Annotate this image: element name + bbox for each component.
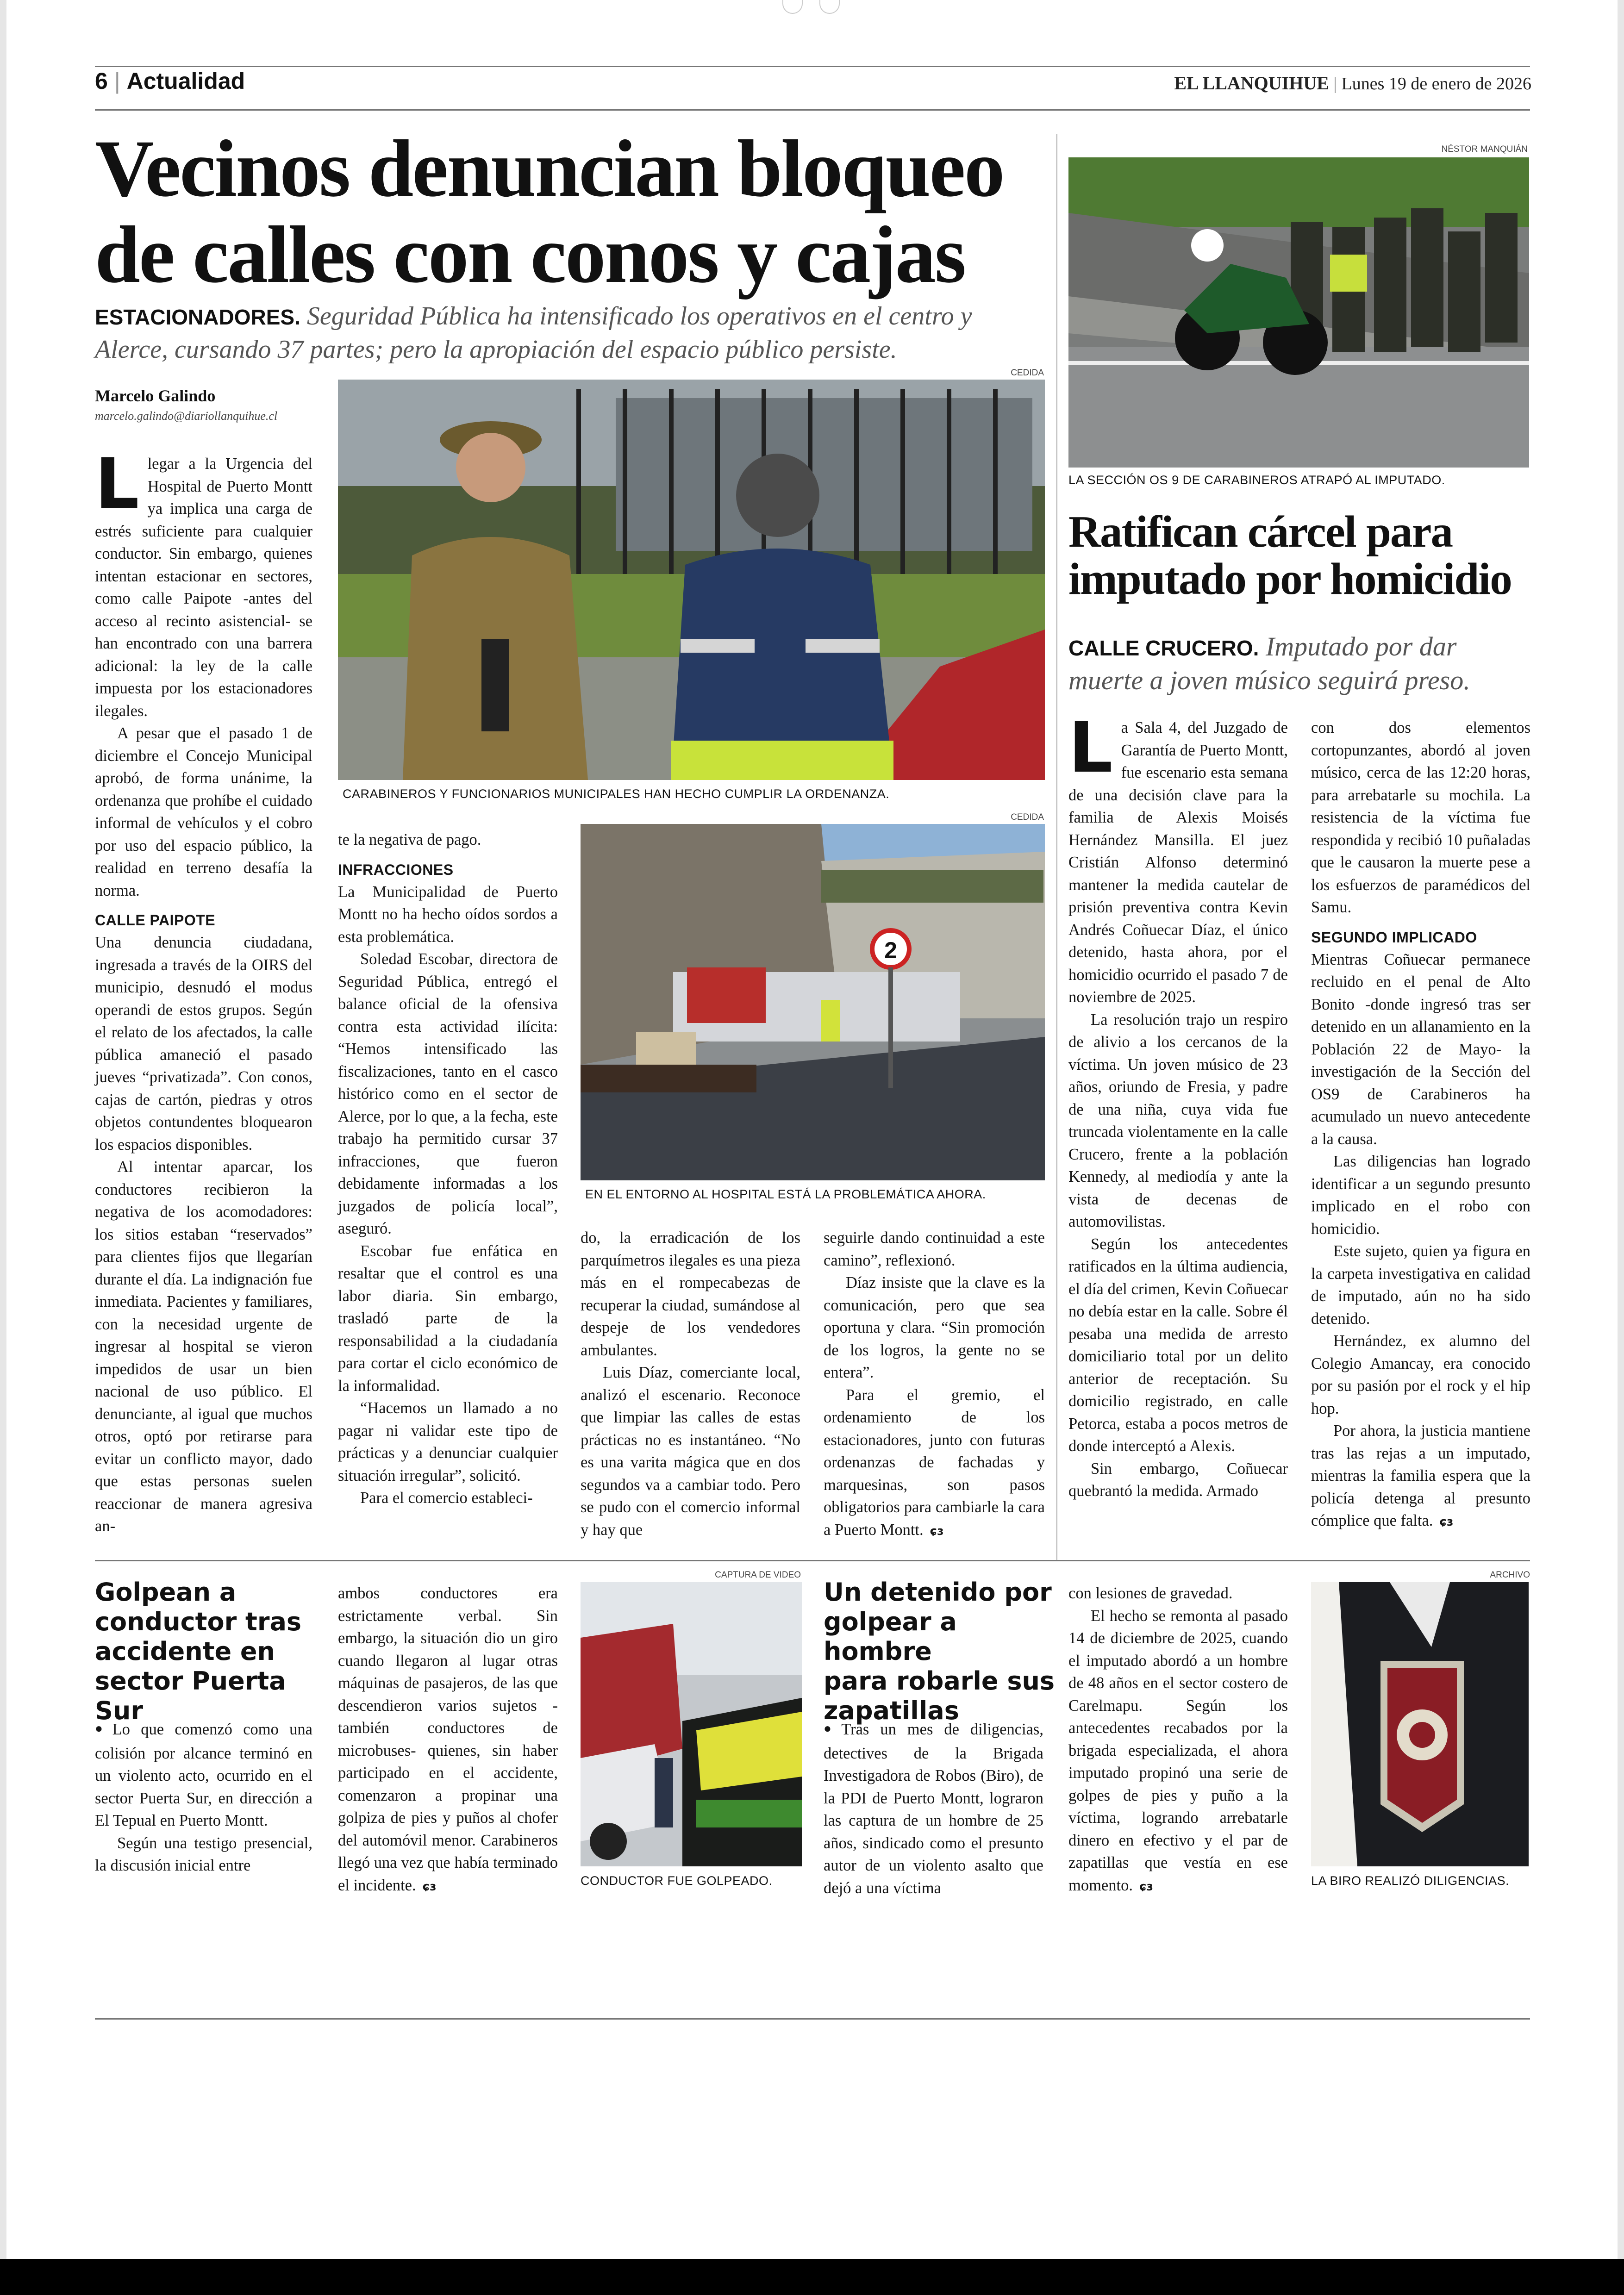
brief1-photo-credit: CAPTURA DE VIDEO: [715, 1570, 801, 1580]
main-headline: [95, 126, 1053, 298]
end-mark-icon: ɕɜ: [422, 1879, 437, 1894]
right-last-paragraph-text: Por ahora, la justicia mantiene tras las rejas a un imputado, mientras la familia espera que la policía detenga al presunto cómplice que falta.: [1311, 1422, 1530, 1529]
main-photo2: [581, 824, 1045, 1180]
right-paragraph: Sin embargo, Coñuecar quebrantó la medida. Armado: [1068, 1459, 1288, 1500]
right-headline-line2: imputado por homicidio: [1068, 554, 1512, 604]
brief2-headline-line1: Un detenido por: [824, 1578, 1052, 1607]
right-photo-caption: LA SECCIÓN OS 9 DE CARABINEROS ATRAPÓ AL IMPUTADO.: [1068, 473, 1445, 487]
brief2-paragraph: [1068, 1605, 1288, 1898]
page-bottom-bar: [0, 2259, 1624, 2295]
main-paragraph: seguirle dando continuidad a este camino”, reflexionó.: [824, 1229, 1045, 1269]
right-paragraph: a Sala 4, del Juzgado de Garantía de Puerto Montt, fue escenario esta semana de una decisión clave para la familia de Alexis Moisés Hernández Mansilla. El juez Cristián Alfonso determinó mantener la medida cautelar de prisión preventiva contra Kevin Andrés Coñuecar Díaz, el único detenido, hasta ahora, por el homicidio ocurrido el pasado 7 de noviembre de 2025.: [1068, 719, 1288, 1006]
main-subhead-paipote: CALLE PAIPOTE: [95, 912, 216, 929]
brief1-headline-line2: conductor tras: [95, 1607, 302, 1636]
photo-carabineros: [338, 380, 1045, 780]
end-mark-icon: ɕɜ: [930, 1524, 944, 1538]
brief1-column-1: [95, 1718, 312, 1877]
main-column-3: [581, 1227, 800, 1541]
page-folio: 6 | Actualidad: [95, 68, 245, 94]
end-mark-icon: ɕɜ: [1139, 1879, 1153, 1894]
main-paragraph: Soledad Escobar, directora de Seguridad Pública, entregó el balance oficial de la ofensiva contra esta actividad ilícita: “Hemos intensificado las fiscalizaciones, tanto en el casco histórico como en el sector de Alerce, por lo que, a la fecha, este trabajo ha permitido cursar 37 infracciones, que fueron debidamente informadas a los juzgados de policía local”, aseguró.: [338, 950, 558, 1237]
brief2-last-paragraph-text: El hecho se remonta al pasado 14 de diciembre de 2025, cuando el imputado abordó a un hombre de 48 años en el sector costero de Carelmapu. Según los antecedentes recabados por la brigada especializada, el ahora imputado propinó una serie de golpes de pies y puño a la víctima, logrando arrebatarle dinero en efectivo y el par de zapatillas que vestía en ese momento.: [1068, 1607, 1288, 1894]
brief2-headline-line4: zapatillas: [824, 1696, 959, 1725]
main-photo1-credit: CEDIDA: [1011, 368, 1044, 378]
brief1-headline-line3: accidente en: [95, 1637, 275, 1666]
photo-police-motorcycle: [1068, 157, 1529, 468]
right-deck-line1: Imputado por dar: [1265, 631, 1457, 661]
right-deck-line2: muerte a joven músico seguirá preso.: [1068, 665, 1470, 695]
brief2-column-1: [824, 1718, 1043, 1899]
main-paragraph: Luis Díaz, comerciante local, analizó el escenario. Reconoce que limpiar las calles de estas prácticas no es instantáneo. “No es una varita mágica que en dos segundos va a cambiar todo. Pero se pudo con el comercio informal y hay que: [581, 1364, 800, 1539]
brief1-column-2: [338, 1582, 558, 1898]
right-paragraph: Según los antecedentes ratificados en la última audiencia, el día del crimen, Kevin Coñuecar no debía estar en la calle. Sobre él pesaba una medida de arresto domiciliario total por un delito anterior de receptación. Su domicilio registrado, en calle Petorca, estaba a pocos metros de donde interceptó a Alexis.: [1068, 1235, 1288, 1455]
right-kicker: CALLE CRUCERO.: [1068, 636, 1259, 660]
main-paragraph: Una denuncia ciudadana, ingresada a través de la OIRS del municipio, desnudó el modus operandi de estos grupos. Según el relato de los afectados, la calle pública amaneció el pasado jueves “privatizada”. Con conos, cajas de cartón, piedras y otros objetos contundentes bloquearon los espacios disponibles.: [95, 934, 312, 1154]
brief1-photo: [581, 1582, 802, 1866]
main-deck: [95, 300, 1058, 366]
brief2-column-2: [1068, 1582, 1288, 1898]
main-headline-line2: de calles con conos y cajas: [95, 210, 965, 300]
right-paragraph: Este sujeto, quien ya figura en la carpeta investigativa en calidad de imputado, aún no ha sido detenido.: [1311, 1242, 1530, 1328]
page-number: 6: [95, 68, 108, 94]
main-column-4: [824, 1227, 1045, 1542]
main-author-email[interactable]: marcelo.galindo@diariollanquihue.cl: [95, 409, 278, 423]
nav-dot-left-icon[interactable]: [782, 0, 803, 14]
right-paragraph: [1311, 1420, 1530, 1534]
brief1-paragraph: Según una testigo presencial, la discusión inicial entre: [95, 1834, 312, 1874]
right-paragraph: Mientras Coñuecar permanece recluido en el penal de Alto Bonito -donde ingresó tras ser detenido en un allanamiento en la Población 22 de Mayo- la investigación de la Sección del OS9 de Carabineros ha acumulado un nuevo antecedente a la causa.: [1311, 950, 1530, 1148]
main-photo2-caption: EN EL ENTORNO AL HOSPITAL ESTÁ LA PROBLEMÁTICA AHORA.: [585, 1187, 986, 1201]
right-column-1: [1068, 708, 1288, 1503]
brief2-paragraph: ● Tras un mes de diligencias, detectives de la Brigada Investigadora de Robos (Biro), de la PDI de Puerto Montt, lograron las captura de un hombre de 25 años, sindicado como el presunto autor de un violento asalto que dejó a una víctima: [824, 1718, 1043, 1899]
main-column-2: [338, 829, 558, 1509]
brief2-photo: [1311, 1582, 1529, 1866]
main-paragraph: A pesar que el pasado 1 de diciembre el Concejo Municipal aprobó, de forma unánime, la ordenanza que prohíbe el cuidado informal de vehículos y el cobro por uso del espacio público, la realidad en terreno desafía la norma.: [95, 724, 312, 899]
right-photo-credit: NÉSTOR MANQUIÁN: [1441, 144, 1528, 154]
brief1-headline-line1: Golpean a: [95, 1578, 237, 1607]
right-paragraph: Las diligencias han logrado identificar a un segundo presunto implicado en el robo con homicidio.: [1311, 1153, 1530, 1238]
right-paragraph: con dos elementos cortopunzantes, abordó al joven músico, cerca de las 12:20 horas, para arrebatarle su mochila. La resistencia de la víctima fue respondida y recibió 10 puñaladas que le causaron la muerte pese a los esfuerzos de paramédicos del Samu.: [1311, 719, 1530, 916]
main-subhead-infracciones: INFRACCIONES: [338, 861, 454, 878]
issue-date: Lunes 19 de enero de 2026: [1341, 74, 1531, 94]
brief1-headline-line4: sector Puerta Sur: [95, 1666, 286, 1725]
main-paragraph: La Municipalidad de Puerto Montt no ha hecho oídos sordos a esta problemática.: [338, 883, 558, 946]
right-column-2: [1311, 717, 1530, 1534]
right-subhead-segundo: SEGUNDO IMPLICADO: [1311, 929, 1477, 946]
photo-bus-accident: [581, 1582, 802, 1866]
brief1-last-paragraph-text: ambos conductores era estrictamente verbal. Sin embargo, la situación dio un giro cuando llegaron al lugar otras máquinas de pasajeros, de las que descendieron varios sujetos -también conductores de microbuses- quienes, sin haber participado en el accidente, comenzaron a propinar una golpiza de pies y puños al chofer del automóvil menor. Carabineros llegó una vez que había terminado el incidente.: [338, 1584, 558, 1894]
main-deck-line1: Seguridad Pública ha intensificado los operativos en el centro y: [306, 302, 972, 331]
section-name: Actualidad: [126, 68, 245, 94]
right-paragraph: Hernández, ex alumno del Colegio Amancay, era conocido por su pasión por el rock y el hip hop.: [1311, 1332, 1530, 1417]
main-paragraph: legar a la Urgencia del Hospital de Puerto Montt ya implica una carga de estrés suficiente para cualquier conductor. Sin embargo, quienes intentan estacionar en sectores, como calle Paipote -antes del acceso al recinto asistencial- se han encontrado con una barrera adicional: la ley de la calle impuesta por los estacionadores ilegales.: [95, 455, 312, 720]
briefs-top-rule: [95, 1560, 1530, 1561]
right-drop-cap: L: [1068, 708, 1113, 788]
main-paragraph: te la negativa de pago.: [338, 831, 481, 848]
right-headline: [1068, 508, 1531, 603]
main-paragraph: Díaz insiste que la clave es la comunicación, pero que sea oportuna y clara. “Sin promoción de los logros, la gente no se entera”.: [824, 1274, 1045, 1381]
dateline: EL LLANQUIHUE | Lunes 19 de enero de 2026: [1174, 73, 1531, 94]
main-paragraph: Escobar fue enfática en resaltar que el control es una labor diaria. Sin embargo, trasladó parte de la responsabilidad a la ciudadanía para cortar el ciclo económico de la informalidad.: [338, 1242, 558, 1395]
brief2-headline-line2: golpear a hombre: [824, 1607, 957, 1666]
brief2-photo-caption: LA BIRO REALIZÓ DILIGENCIAS.: [1311, 1874, 1510, 1888]
briefs-bottom-rule: [95, 2018, 1530, 2020]
brief2-paragraph: con lesiones de gravedad.: [1068, 1584, 1233, 1602]
main-paragraph: “Hacemos un llamado a no pagar ni validar este tipo de prácticas y a denunciar cualquier situación irregular”, solicitó.: [338, 1399, 558, 1484]
end-mark-icon: ɕɜ: [1439, 1515, 1454, 1529]
main-photo1-caption: CARABINEROS Y FUNCIONARIOS MUNICIPALES HAN HECHO CUMPLIR LA ORDENANZA.: [343, 787, 890, 801]
main-column-1: [95, 444, 312, 1538]
brief1-paragraph: [338, 1582, 558, 1898]
photo-hospital-street: [581, 824, 1045, 1180]
right-paragraph: La resolución trajo un respiro de alivio a los cercanos de la víctima. Un joven músico de 23 años, oriundo de Fresia, y padre de una niña, cuya vida fue truncada violentamente en la calle Crucero, frente a la población Kennedy, al mediodía y ante la vista de decenas de automovilistas.: [1068, 1010, 1288, 1230]
right-deck: [1068, 630, 1531, 697]
brief1-photo-caption: CONDUCTOR FUE GOLPEADO.: [581, 1874, 773, 1888]
right-headline-line1: Ratifican cárcel para: [1068, 507, 1452, 556]
brief2-photo-credit: ARCHIVO: [1490, 1570, 1530, 1580]
main-author: Marcelo Galindo: [95, 387, 216, 405]
brief2-headline: [824, 1578, 1064, 1726]
main-paragraph: do, la erradicación de los parquímetros ilegales es una pieza más en el rompecabezas de recuperar la ciudad, sumándose al despeje de los vendedores ambulantes.: [581, 1229, 800, 1359]
main-paragraph: [824, 1384, 1045, 1543]
street-sign-number: 2: [884, 937, 897, 963]
header-bottom-rule: [95, 109, 1530, 111]
main-headline-line1: Vecinos denuncian bloqueo: [95, 124, 1004, 214]
header-top-rule: [95, 66, 1530, 67]
page-left-margin: [0, 0, 6, 2259]
main-deck-line2: Alerce, cursando 37 partes; pero la apropiación del espacio público persiste.: [95, 335, 897, 364]
main-paragraph: Al intentar aparcar, los conductores recibieron la negativa de los acomodadores: los sitios estaban “reservados” para clientes fijos que llegarían durante el día. La indignación fue inmediata. Pacientes y familiares, con la necesidad urgente de ingresar al hospital se vieron impedidos de usar un bien nacional de uso público. El denunciante, al igual que muchos otros, optó por retirarse para evitar un conflicto mayor, dado que estas personas suelen reaccionar de manera agresiva an-: [95, 1158, 312, 1535]
brief2-headline-line3: para robarle sus: [824, 1666, 1055, 1696]
nav-dot-right-icon[interactable]: [819, 0, 840, 14]
main-photo2-credit: CEDIDA: [1011, 812, 1044, 822]
main-paragraph: Para el comercio estableci-: [360, 1489, 533, 1507]
page-right-margin: [1618, 0, 1624, 2259]
brief1-paragraph: ● Lo que comenzó como una colisión por alcance terminó en un violento acto, ocurrido en el sector Puerta Sur, en dirección a El Tepual en Puerto Montt.: [95, 1718, 312, 1832]
brief1-headline: [95, 1578, 336, 1726]
photo-pdi-badge: [1311, 1582, 1529, 1866]
newspaper-name: EL LLANQUIHUE: [1174, 73, 1329, 94]
main-kicker: ESTACIONADORES.: [95, 305, 300, 329]
main-last-paragraph-text: Para el gremio, el ordenamiento de los estacionadores, junto con futuras ordenanzas de fachadas y marquesinas, son pasos obligatorios para cambiarle la cara a Puerto Montt.: [824, 1386, 1045, 1539]
right-photo: [1068, 157, 1529, 468]
main-drop-cap: L: [95, 444, 139, 524]
main-photo1: [338, 380, 1045, 780]
